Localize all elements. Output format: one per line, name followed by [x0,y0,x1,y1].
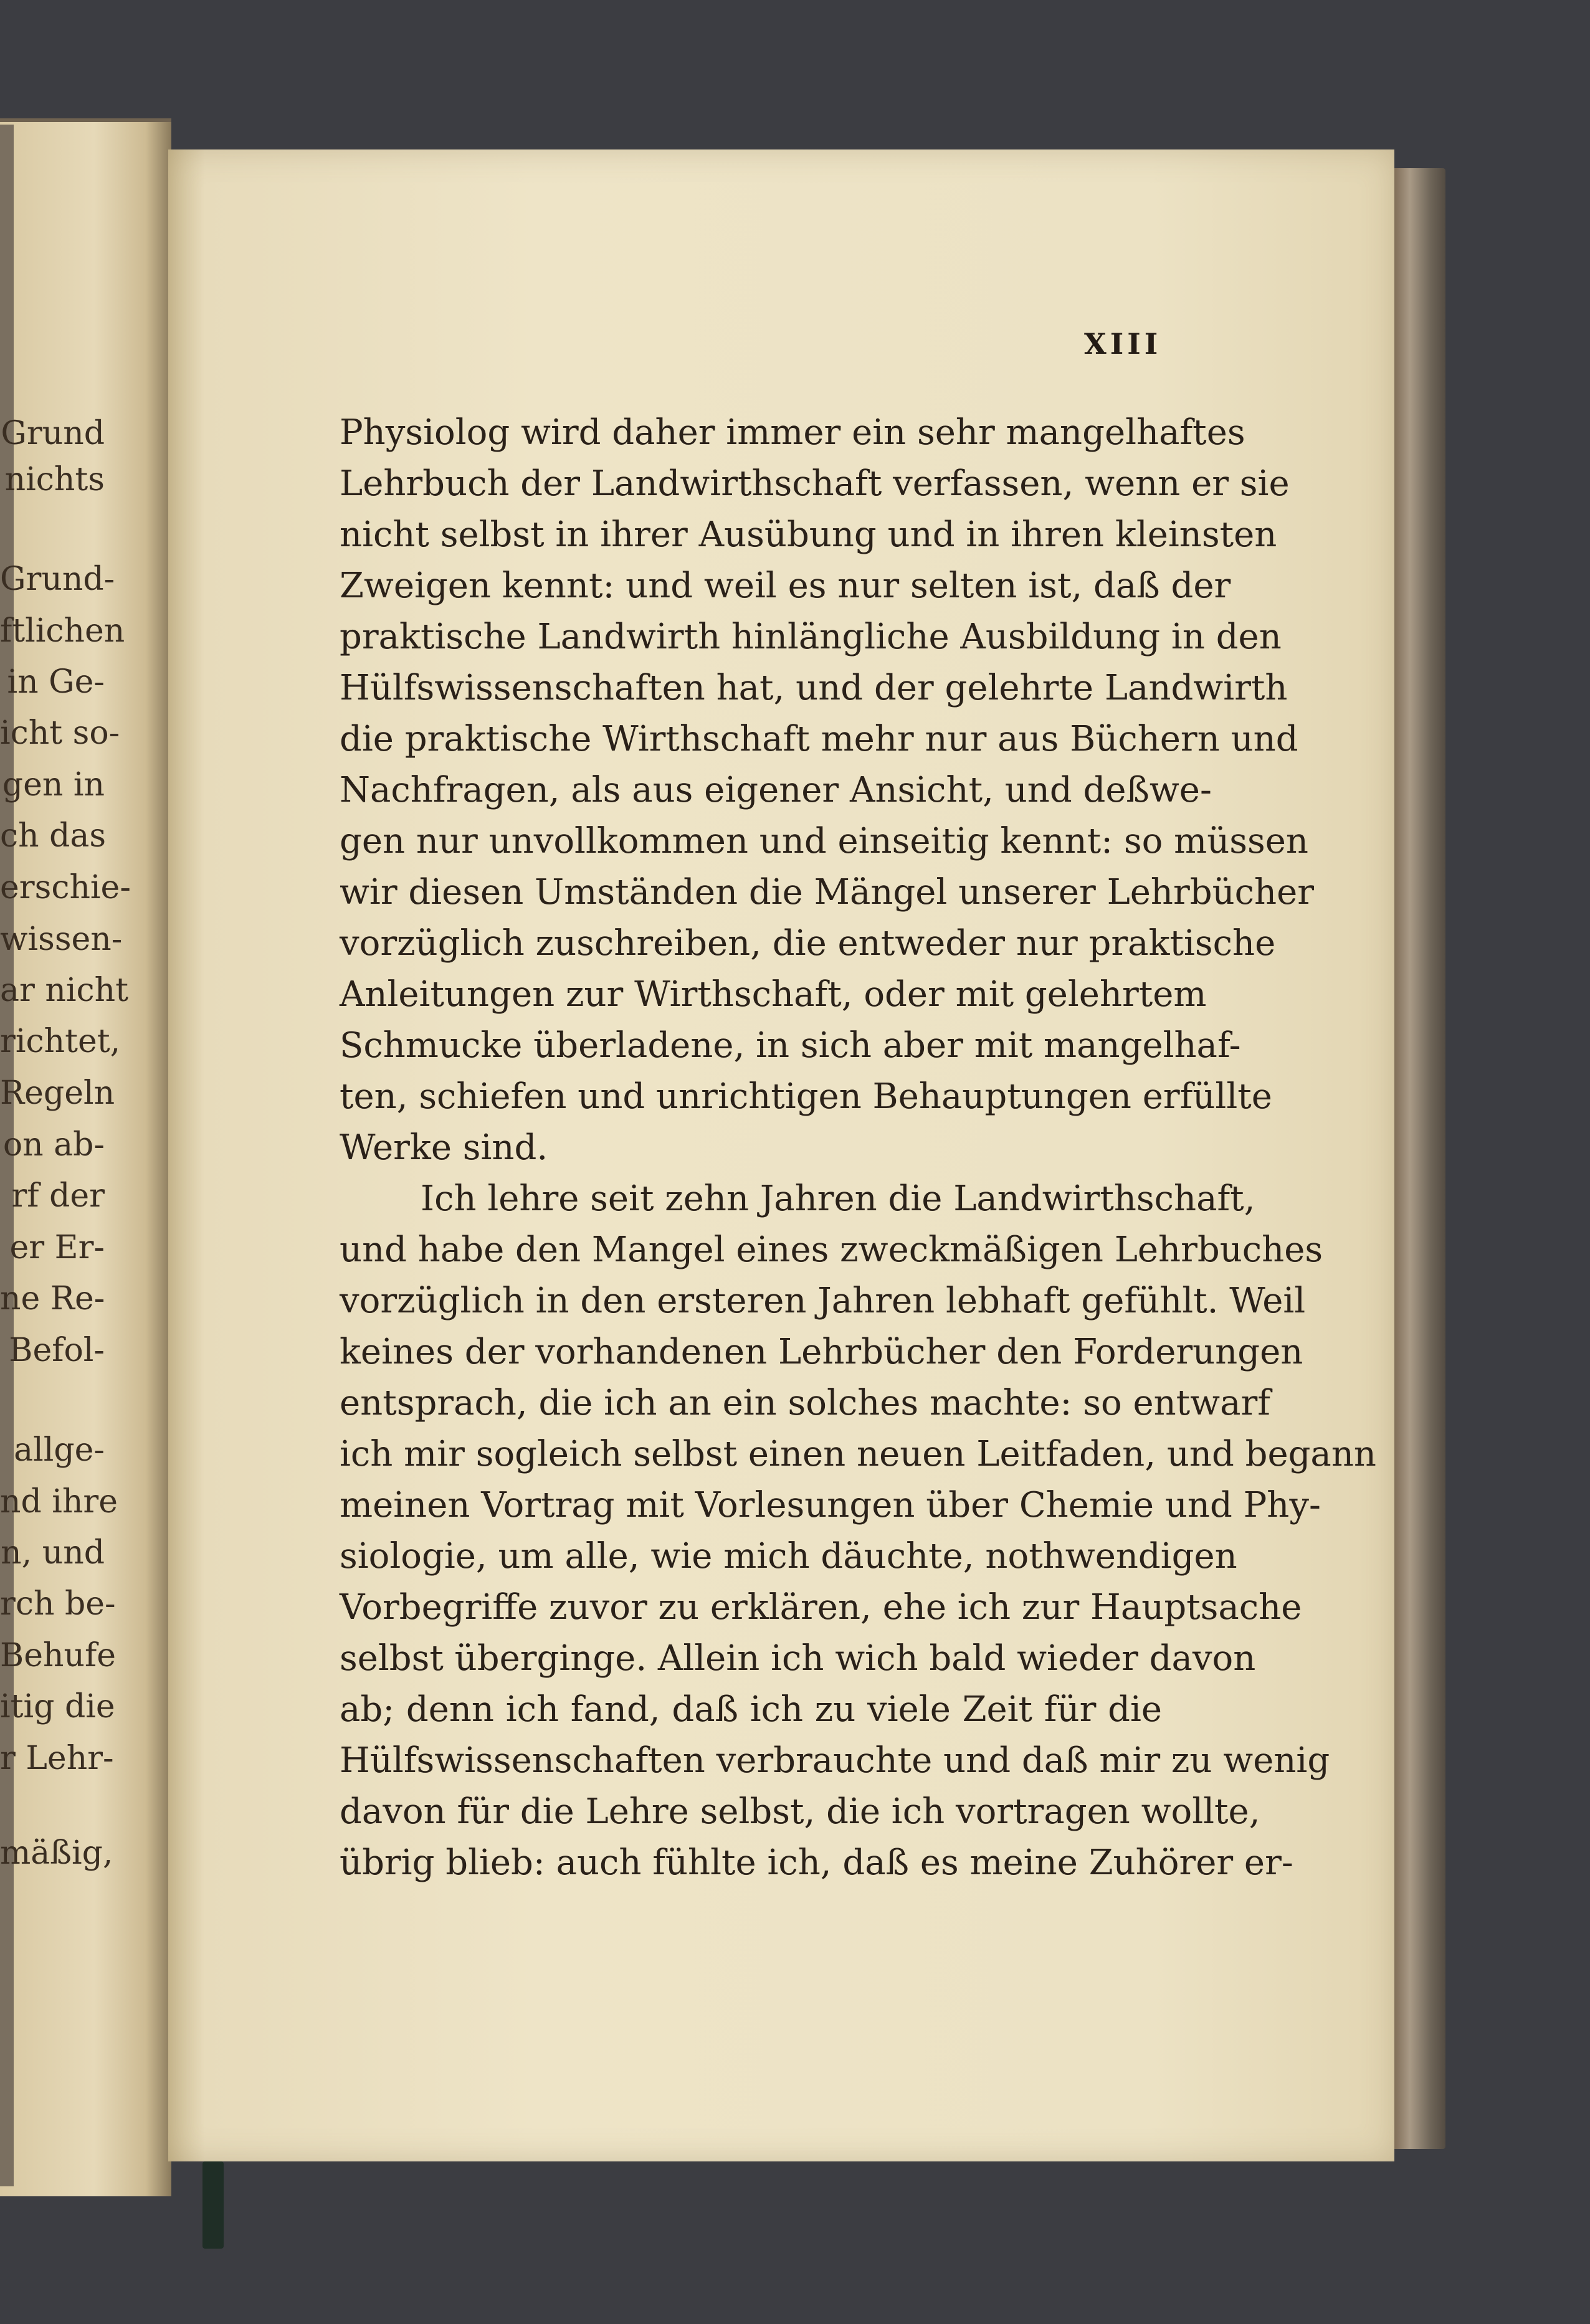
left-page-line: icht so- [0,714,120,752]
text-line: vorzüglich in den ersteren Jahren lebhaft gefühlt. Weil [340,1281,1306,1321]
text-line: ab; denn ich fand, daß ich zu viele Zeit für die [340,1689,1162,1730]
left-page-line: Behufe [0,1637,116,1674]
left-page-line: Regeln [0,1074,115,1112]
left-page-line: r Lehr- [0,1740,114,1777]
text-line: davon für die Lehre selbst, die ich vortragen wollte, [340,1791,1260,1832]
left-page-line: n, und [1,1534,105,1572]
left-page-line: ch das [0,817,107,855]
text-line: Lehrbuch der Landwirthschaft verfassen, wenn er sie [340,463,1290,504]
text-line: Hülfswissenschaften hat, und der gelehrte Landwirth [340,668,1288,708]
left-page-line: Grund- [0,561,115,598]
left-page-line: itig die [0,1688,115,1725]
text-line: gen nur unvollkommen und einseitig kennt: so müssen [340,821,1308,861]
left-page-line: ftlichen [0,612,125,650]
text-line: selbst überginge. Allein ich wich bald wieder davon [340,1638,1256,1679]
left-page-line: erschie- [0,869,131,906]
text-line: meinen Vortrag mit Vorlesungen über Chemie und Phy- [340,1485,1321,1525]
text-line: Nachfragen, als aus eigener Ansicht, und deßwe- [340,770,1212,810]
left-page-line: ne Re- [0,1280,105,1317]
text-line: Vorbegriffe zuvor zu erklären, ehe ich zur Hauptsache [340,1587,1302,1628]
left-page-line: on ab- [2,1126,105,1164]
text-line: Schmucke überladene, in sich aber mit mangelhaf- [340,1025,1241,1066]
text-line: vorzüglich zuschreiben, die entweder nur praktische [340,923,1276,964]
text-line: und habe den Mangel eines zweckmäßigen Lehrbuches [340,1230,1323,1270]
left-page-line: richtet, [0,1023,121,1060]
page-number: XIII [1084,327,1162,361]
text-line: Hülfswissenschaften verbrauchte und daß mir zu wenig [340,1740,1330,1781]
left-page-line: nichts [4,461,105,498]
right-page-edge [1386,168,1445,2149]
text-line: Ich lehre seit zehn Jahren die Landwirthschaft, [421,1179,1255,1219]
text-line: übrig blieb: auch fühlte ich, daß es meine Zuhörer er- [340,1843,1293,1883]
text-line: praktische Landwirth hinlängliche Ausbildung in den [340,617,1282,657]
left-page-line: rf der [11,1177,105,1215]
text-line: siologie, um alle, wie mich däuchte, nothwendigen [340,1536,1237,1577]
left-page-line: in Ge- [7,663,105,701]
left-page-line: mäßig, [0,1834,113,1872]
left-page-line: rch be- [0,1585,116,1623]
left-page-line: er Er- [9,1229,105,1266]
left-page-line: gen in [2,766,105,804]
text-line: nicht selbst in ihrer Ausübung und in ihren kleinsten [340,515,1277,555]
text-line: Anleitungen zur Wirthschaft, oder mit gelehrtem [340,974,1207,1015]
text-line: ten, schiefen und unrichtigen Behauptungen erfüllte [340,1076,1272,1117]
text-line: keines der vorhandenen Lehrbücher den Forderungen [340,1332,1303,1372]
text-line: Werke sind. [340,1127,548,1168]
left-page-line: wissen- [0,921,123,958]
text-line: Physiolog wird daher immer ein sehr mangelhaftes [340,412,1245,453]
left-page-line: Befol- [9,1332,105,1369]
left-page-line: allge- [14,1431,105,1469]
bookmark-ribbon [202,2161,224,2249]
text-line: Zweigen kennt: und weil es nur selten ist, daß der [340,566,1231,606]
left-page-line: ar nicht [0,972,129,1009]
text-line: entsprach, die ich an ein solches machte: so entwarf [340,1383,1270,1423]
left-page-line: Grund [1,415,105,452]
text-line: ich mir sogleich selbst einen neuen Leitfaden, und begann [340,1434,1376,1474]
text-line: die praktische Wirthschaft mehr nur aus Büchern und [340,719,1298,759]
left-page-line: nd ihre [0,1483,118,1520]
text-line: wir diesen Umständen die Mängel unserer Lehrbücher [340,872,1315,913]
